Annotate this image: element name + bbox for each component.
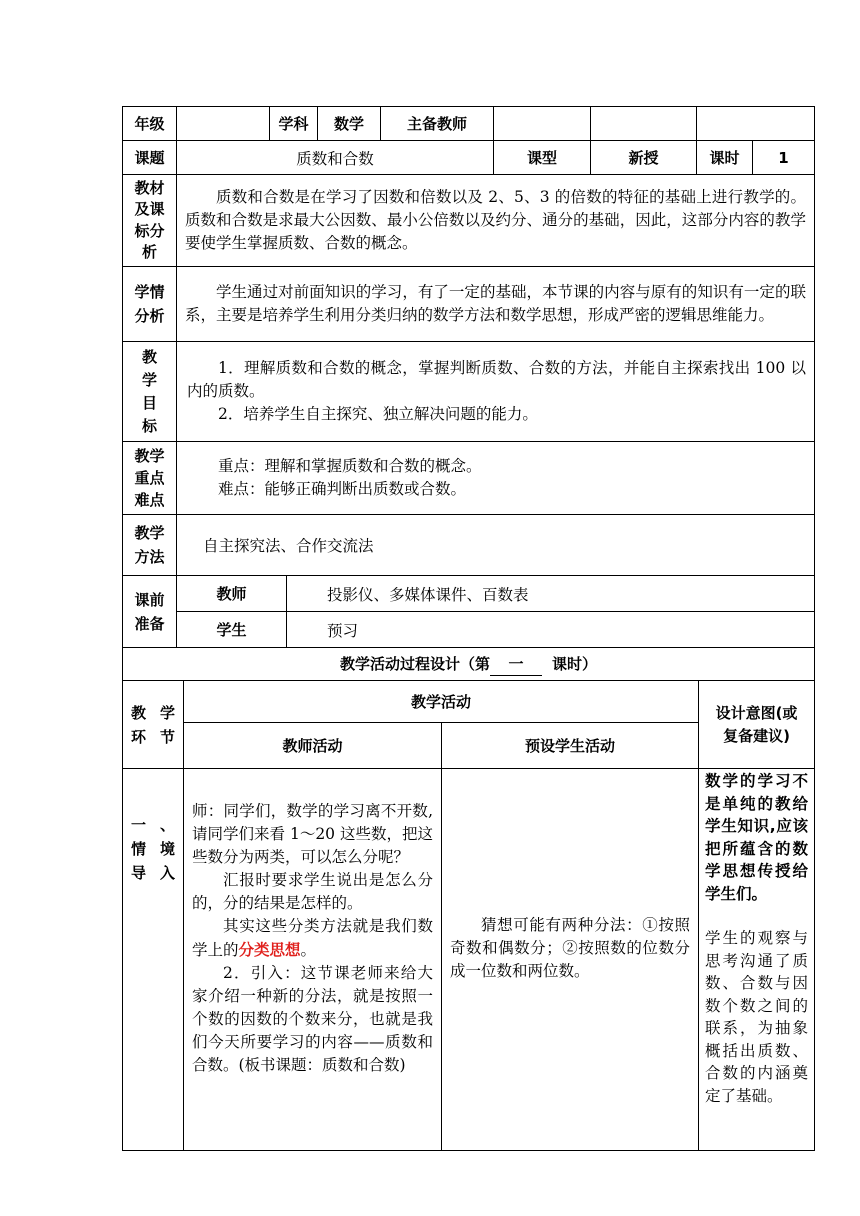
method-label [123,515,177,576]
subject-label: 学科 [270,107,318,141]
process-title-row [123,648,815,681]
lead-teacher-value [494,107,591,141]
process-header-row [123,681,815,723]
process-row [123,769,815,1151]
method-label-text: 教学方法 [134,524,165,566]
lesson-type-label: 课型 [494,141,591,175]
periods-label: 课时 [697,141,753,175]
teacher-activity-cell [184,769,442,1151]
topic-value: 质数和合数 [177,141,494,175]
design-header [699,681,815,769]
teacher-activity-header: 教师活动 [184,723,442,769]
key-points-label-text: 教学重点难点 [134,447,165,509]
stage-header-text: 教 学 环 节 [131,703,175,746]
topic-row [123,141,815,175]
process-title [123,648,815,681]
prep-student-text: 预习 [327,621,359,640]
process-title-before: 教学活动过程设计（第 [340,654,491,673]
topic-label: 课题 [123,141,177,175]
student-activity-cell [442,769,699,1151]
goal-2: 2．培养学生自主探究、独立解决问题的能力。 [218,405,538,423]
design-intent-bold: 数学的学习不是单纯的教给学生知识,应该把所蕴含的数学思想传授给学生们。 [705,772,809,903]
goals-label [123,342,177,442]
design-intent-normal: 学生的观察与思考沟通了质数、合数与因数个数之间的联系，为抽象概括出质数、合数的内涵奠定了基础。 [705,929,809,1105]
textbook-row [123,175,815,267]
student-activity-text: 猜想可能有两种分法：①按照奇数和偶数分；②按照数的位数分成一位数和两位数。 [450,916,690,980]
textbook-label-text: 教材及课标分析 [134,178,165,261]
textbook-analysis-text: 质数和合数是在学习了因数和倍数以及 2、5、3 的倍数的特征的基础上进行教学的。质数和合数是求最大公因数、最小公倍数以及约分、通分的基础，因此，这部分内容的教学要使学生掌握质数、合数的概念。 [185,188,806,252]
lead-teacher-label: 主备教师 [381,107,494,141]
grade-label: 年级 [123,107,177,141]
prep-teacher-label: 教师 [177,576,287,612]
goals-row [123,342,815,442]
prep-teacher-text: 投影仪、多媒体课件、百数表 [327,585,529,604]
teaching-goals [177,342,815,442]
goals-label-text: 教学目标 [141,347,157,435]
grade-value [177,107,270,141]
process-title-after: 课时） [552,654,598,673]
teacher-activity-p4: 2．引入：这节课老师来给大家介绍一种新的分法，就是按照一个数的因数的个数来分，也就是我们今天所要学习的内容——质数和合数。(板书课题：质数和合数) [192,964,433,1074]
stage-name: 一、情 境导入 [131,816,175,882]
lesson-plan-sheet [122,106,814,1151]
lesson-info-table [122,106,815,576]
teaching-method [177,515,815,576]
activity-header: 教学活动 [184,681,699,723]
textbook-analysis [177,175,815,267]
method-row [123,515,815,576]
learner-label [123,267,177,342]
lesson-type-value: 新授 [591,141,697,175]
key-points-label [123,442,177,515]
textbook-label [123,175,177,267]
preparation-table [122,575,815,648]
teaching-method-text: 自主探究法、合作交流法 [203,537,374,555]
key-points-row [123,442,815,515]
classification-thinking-highlight: 分类思想 [238,940,301,959]
goal-1: 1．理解质数和合数的概念，掌握判断质数、合数的方法，并能自主探索找出 100 以内的质数。 [187,359,806,400]
student-activity-header: 预设学生活动 [442,723,699,769]
prep-student-row [123,612,815,648]
process-table [122,647,815,1151]
learner-analysis [177,267,815,342]
prep-label [123,576,177,648]
stage-cell [123,769,184,1151]
design-header-text: 设计意图(或复备建议) [715,703,798,745]
empty-cell [697,107,815,141]
difficult-point: 难点：能够正确判断出质数或合数。 [218,480,467,498]
prep-teacher-row [123,576,815,612]
key-points [177,442,815,515]
teacher-activity-p1: 师：同学们，数学的学习离不开数,请同学们来看 1～20 这些数，把这些数分为两类，可以怎么分呢？ [192,802,433,866]
learner-row [123,267,815,342]
periods-value: 1 [753,141,815,175]
design-cell [699,769,815,1151]
grade-row [123,107,815,141]
prep-label-text: 课前准备 [134,590,165,633]
learner-analysis-text: 学生通过对前面知识的学习，有了一定的基础，本节课的内容与原有的知识有一定的联系，主要是培养学生利用分类归纳的数学方法和数学思想，形成严密的逻辑思维能力。 [185,283,806,324]
empty-cell [591,107,697,141]
prep-teacher-value [287,576,815,612]
teacher-activity-p3-before: 其实这些分类方法就是我们数学上的 [192,917,433,959]
subject-value: 数学 [318,107,381,141]
teacher-activity-p2: 汇报时要求学生说出是怎么分的，分的结果是怎样的。 [192,871,433,912]
stage-header [123,681,184,769]
prep-student-value [287,612,815,648]
teacher-activity-p3 [192,915,433,962]
process-title-blank: 一 [490,653,542,676]
key-point: 重点：理解和掌握质数和合数的概念。 [218,457,482,475]
teacher-activity-p3-after: 。 [300,941,317,959]
prep-student-label: 学生 [177,612,287,648]
learner-label-text: 学情分析 [134,283,165,325]
